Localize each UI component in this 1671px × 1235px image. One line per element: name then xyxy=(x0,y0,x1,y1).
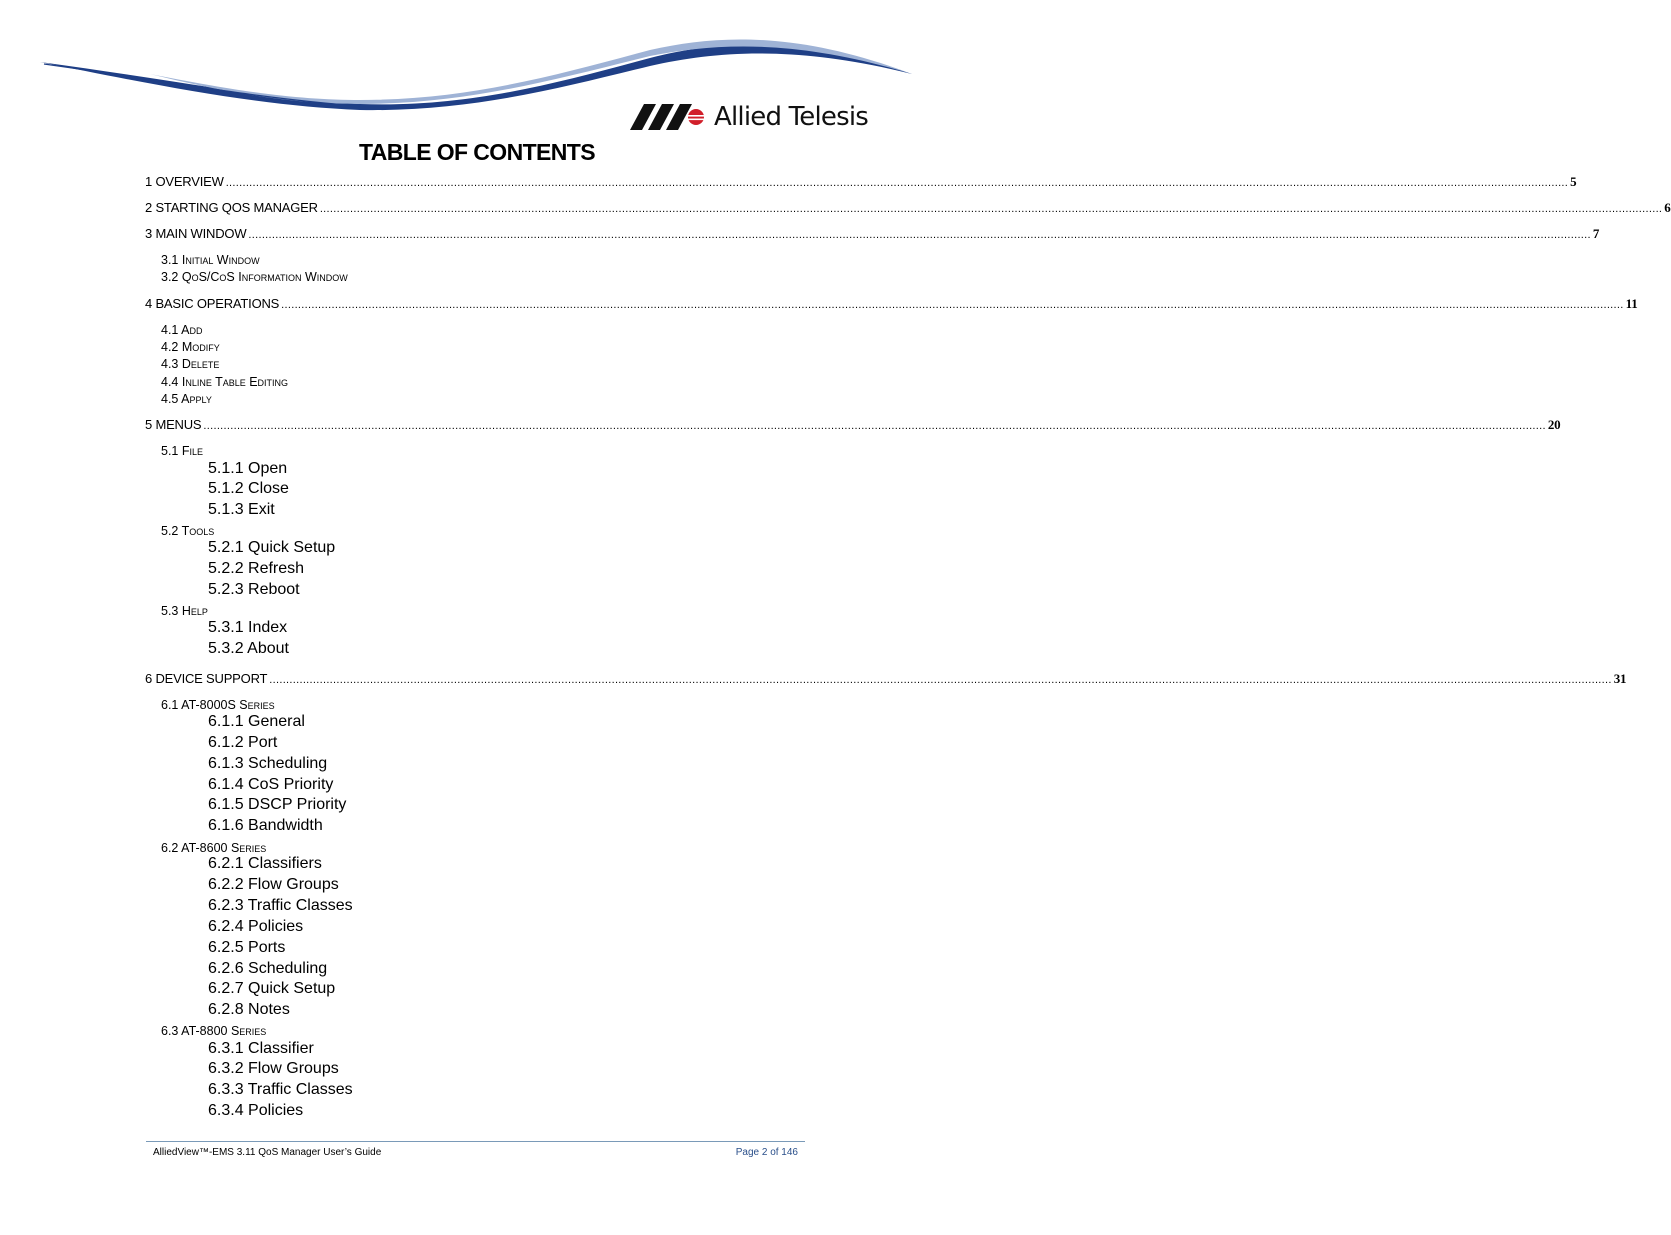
toc-subsubsection[interactable]: 6.1.5 DSCP Priority xyxy=(208,796,347,813)
toc-subsection[interactable]: 5.2 Tools xyxy=(161,524,215,538)
toc-subsection[interactable]: 6.1 AT-8000S Series xyxy=(161,698,275,712)
toc-subsubsection[interactable]: 6.2.5 Ports xyxy=(208,939,286,956)
toc-leader-dots: ................................................................................................................................................................................................................................................................................................................................................................................................................ xyxy=(281,299,1624,311)
toc-entry-2[interactable] xyxy=(145,200,1671,218)
toc-subsubsection[interactable]: 6.3.3 Traffic Classes xyxy=(208,1081,353,1098)
toc-entry-label: 6 DEVICE SUPPORT xyxy=(145,671,268,686)
toc-subsubsection[interactable]: 5.2.2 Refresh xyxy=(208,560,305,577)
toc-subsection[interactable]: 4.1 Add xyxy=(161,323,203,337)
toc-subsubsection[interactable]: 5.2.3 Reboot xyxy=(208,581,300,598)
toc-subsubsection[interactable]: 6.2.2 Flow Groups xyxy=(208,876,339,893)
toc-subsection[interactable]: 4.3 Delete xyxy=(161,357,220,371)
toc-entry-page: 5 xyxy=(1570,174,1577,189)
logo-mark-icon xyxy=(630,104,706,130)
toc-subsubsection[interactable]: 6.1.4 CoS Priority xyxy=(208,776,334,793)
toc-subsubsection[interactable]: 6.2.3 Traffic Classes xyxy=(208,897,353,914)
footer-page-number: Page 2 of 146 xyxy=(735,1147,798,1158)
toc-subsubsection[interactable]: 5.1.2 Close xyxy=(208,480,289,497)
toc-subsubsection[interactable]: 6.1.2 Port xyxy=(208,734,278,751)
toc-subsubsection[interactable]: 6.2.7 Quick Setup xyxy=(208,980,336,997)
toc-entry-5[interactable] xyxy=(145,417,1561,435)
toc-entry-3[interactable] xyxy=(145,226,1600,244)
toc-subsection[interactable]: 4.2 Modify xyxy=(161,340,220,354)
toc-subsection[interactable]: 3.2 QoS/CoS Information Window xyxy=(161,270,348,284)
toc-subsubsection[interactable]: 6.2.4 Policies xyxy=(208,918,304,935)
toc-subsection[interactable]: 4.5 Apply xyxy=(161,392,212,406)
toc-subsection[interactable]: 5.1 File xyxy=(161,444,203,458)
toc-leader-dots: ................................................................................................................................................................................................................................................................................................................................................................................................................ xyxy=(225,177,1569,189)
footer-document-title: AlliedView™-EMS 3.11 QoS Manager User’s Guide xyxy=(153,1147,382,1158)
toc-leader-dots: ................................................................................................................................................................................................................................................................................................................................................................................................................ xyxy=(269,674,1612,686)
page-title: TABLE OF CONTENTS xyxy=(359,139,595,165)
toc-subsubsection[interactable]: 5.1.3 Exit xyxy=(208,501,275,518)
toc-subsection[interactable]: 6.2 AT-8600 Series xyxy=(161,841,267,855)
toc-entry-label: 3 MAIN WINDOW xyxy=(145,226,247,241)
logo-wordmark: Allied Telesis xyxy=(714,102,869,132)
toc-entry-label: 2 STARTING QOS MANAGER xyxy=(145,200,318,215)
toc-entry-6[interactable] xyxy=(145,671,1627,689)
toc-entry-page: 20 xyxy=(1547,417,1561,432)
toc-subsubsection[interactable]: 6.3.1 Classifier xyxy=(208,1040,314,1057)
toc-leader-dots: ................................................................................................................................................................................................................................................................................................................................................................................................................ xyxy=(248,229,1591,241)
toc-subsubsection[interactable]: 6.3.4 Policies xyxy=(208,1102,304,1119)
toc-subsubsection[interactable]: 6.2.8 Notes xyxy=(208,1001,290,1018)
toc-leader-dots: ................................................................................................................................................................................................................................................................................................................................................................................................................ xyxy=(203,420,1546,432)
toc-subsection[interactable]: 5.3 Help xyxy=(161,604,208,618)
toc-subsection[interactable]: 4.4 Inline Table Editing xyxy=(161,375,289,389)
toc-subsubsection[interactable]: 5.3.2 About xyxy=(208,640,289,657)
toc-subsubsection[interactable]: 6.2.1 Classifiers xyxy=(208,855,322,872)
allied-telesis-logo xyxy=(630,100,868,134)
toc-entry-label: 4 BASIC OPERATIONS xyxy=(145,296,280,311)
toc-entry-label: 1 OVERVIEW xyxy=(145,174,224,189)
toc-subsubsection[interactable]: 5.1.1 Open xyxy=(208,460,288,477)
toc-subsection[interactable]: 3.1 Initial Window xyxy=(161,253,260,267)
toc-entry-page: 11 xyxy=(1625,296,1638,311)
toc-leader-dots: ................................................................................................................................................................................................................................................................................................................................................................................................................ xyxy=(319,203,1663,215)
toc-entry-page: 7 xyxy=(1592,226,1600,241)
toc-subsubsection[interactable]: 6.1.3 Scheduling xyxy=(208,755,328,772)
toc-subsubsection[interactable]: 5.3.1 Index xyxy=(208,619,288,636)
toc-entry-page: 31 xyxy=(1613,671,1627,686)
toc-subsubsection[interactable]: 6.3.2 Flow Groups xyxy=(208,1060,339,1077)
toc-subsection[interactable]: 6.3 AT-8800 Series xyxy=(161,1024,267,1038)
toc-subsubsection[interactable]: 6.1.1 General xyxy=(208,713,305,730)
footer-divider xyxy=(146,1141,805,1142)
toc-entry-page: 6 xyxy=(1664,200,1671,215)
toc-entry-1[interactable] xyxy=(145,174,1577,192)
toc-entry-4[interactable] xyxy=(145,296,1638,314)
toc-entry-label: 5 MENUS xyxy=(145,417,202,432)
toc-subsubsection[interactable]: 5.2.1 Quick Setup xyxy=(208,539,336,556)
toc-subsubsection[interactable]: 6.1.6 Bandwidth xyxy=(208,817,323,834)
toc-subsubsection[interactable]: 6.2.6 Scheduling xyxy=(208,960,328,977)
